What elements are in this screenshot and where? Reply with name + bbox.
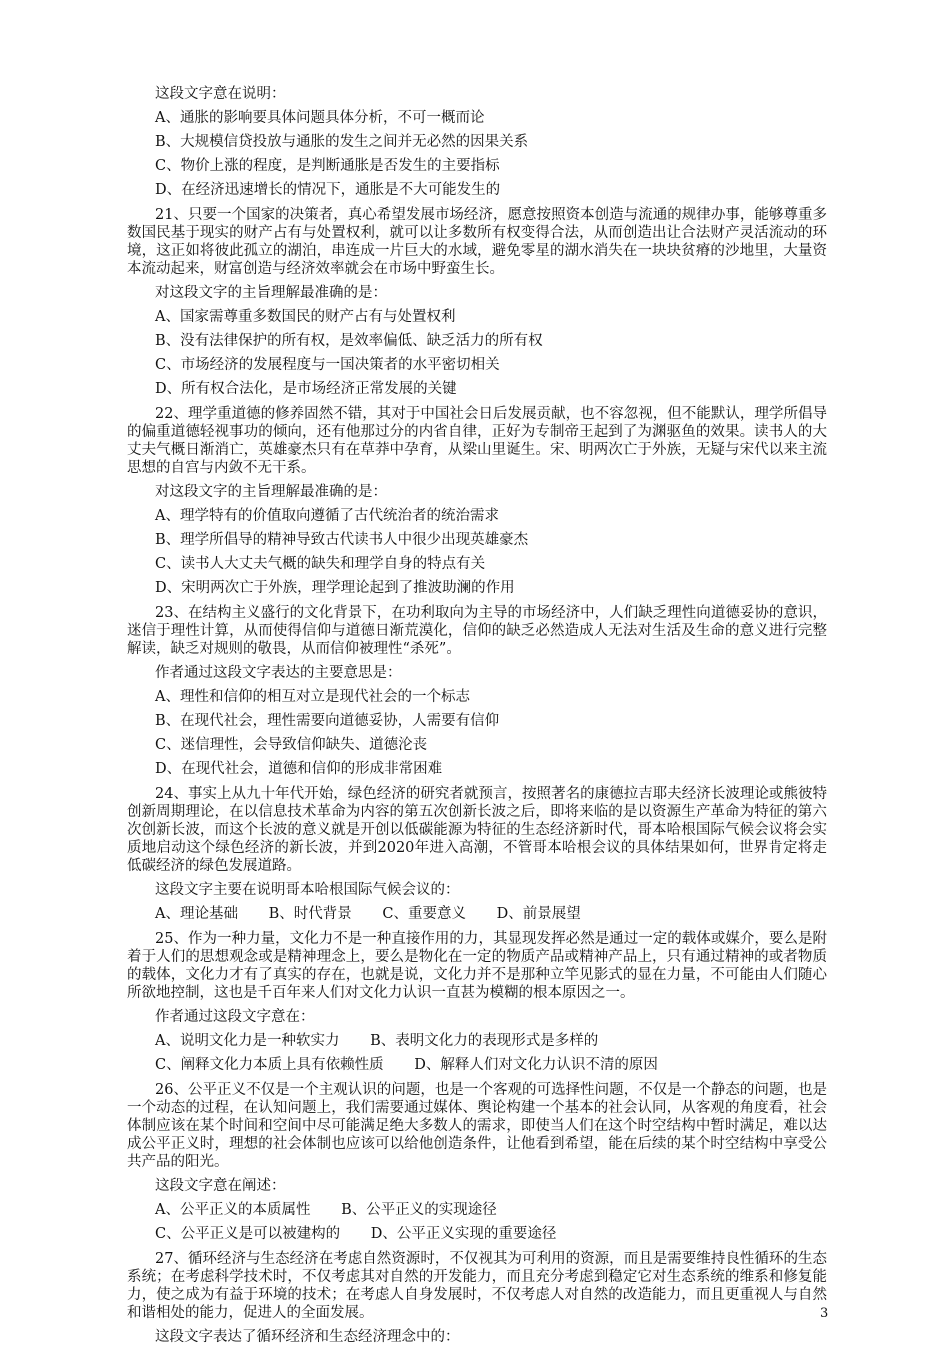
question-21-option-b: B、没有法律保护的所有权，是效率偏低、缺乏活力的所有权	[155, 333, 543, 349]
question-25-options-row-2	[127, 1053, 827, 1077]
question-stem: 这段文字意在说明：	[155, 86, 286, 102]
question-25-option-b: B、表明文化力的表现形式是多样的	[370, 1033, 599, 1049]
question-25-stem: 作者通过这段文字意在：	[155, 1009, 315, 1025]
option-a: A、通胀的影响要具体问题具体分析，不可一概而论	[155, 110, 485, 126]
question-27-passage: 27、循环经济与生态经济在考虑自然资源时，不仅视其为可利用的资源，而且是需要维持良性循环的生态系统；在考虑科学技术时，不仅考虑其对自然的开发能力，而且充分考虑到稳定它对生态系统的维系和修复能力，使之成为有益于环境的技术；在考虑人自身发展时，不仅考虑人对自然的改造能力，而且更重视人与自然和谐相处的能力，促进人的全面发展。	[127, 1251, 827, 1321]
question-21-option-a: A、国家需尊重多数国民的财产占有与处置权利	[155, 309, 456, 325]
question-26-option-d: D、公平正义实现的重要途径	[370, 1226, 557, 1242]
option-c: C、物价上涨的程度，是判断通胀是否发生的主要指标	[155, 158, 500, 174]
question-24-stem: 这段文字主要在说明哥本哈根国际气候会议的：	[155, 882, 460, 898]
question-22-passage: 22、理学重道德的修养固然不错，其对于中国社会日后发展贡献，也不容忽视，但不能默认，理学所倡导的偏重道德轻视事功的倾向，还有他那过分的内省自律，正好为专制帝王起到了为渊驱鱼的效果。读书人的大丈夫气概日渐消亡，英雄豪杰只有在草莽中孕育，从梁山里诞生。宋、明两次亡于外族，无疑与宋代以来主流思想的自宫与内敛不无干系。	[127, 406, 827, 476]
question-24-option-c: C、重要意义	[382, 906, 466, 922]
option-b: B、大规模信贷投放与通胀的发生之间并无必然的因果关系	[155, 134, 529, 150]
question-25-option-a: A、说明文化力是一种软实力	[155, 1033, 340, 1049]
document-page	[127, 82, 827, 1349]
question-22-option-b: B、理学所倡导的精神导致古代读书人中很少出现英雄豪杰	[155, 532, 529, 548]
question-23-option-b: B、在现代社会，理性需要向道德妥协，人需要有信仰	[155, 713, 500, 729]
question-21-stem: 对这段文字的主旨理解最准确的是：	[155, 285, 387, 301]
question-23-option-d: D、在现代社会，道德和信仰的形成非常困难	[155, 761, 443, 777]
question-26-option-a: A、公平正义的本质属性	[155, 1202, 311, 1218]
question-22-option-a: A、理学特有的价值取向遵循了古代统治者的统治需求	[155, 508, 499, 524]
question-23-option-a: A、理性和信仰的相互对立是现代社会的一个标志	[155, 689, 470, 705]
question-22-option-d: D、宋明两次亡于外族，理学理论起到了推波助澜的作用	[155, 580, 515, 596]
question-26-options-row-1	[127, 1198, 827, 1222]
question-26-stem: 这段文字意在阐述：	[155, 1178, 286, 1194]
question-25-option-c: C、阐释文化力本质上具有依赖性质	[155, 1057, 384, 1073]
page-number: 3	[820, 1306, 829, 1321]
question-24-passage: 24、事实上从九十年代开始，绿色经济的研究者就预言，按照著名的康德拉吉耶夫经济长波理论或熊彼特创新周期理论，在以信息技术革命为内容的第五次创新长波之后，即将来临的是以资源生产革命为特征的第六次创新长波，而这个长波的意义就是开创以低碳能源为特征的生态经济新时代，哥本哈根国际气候会议将会实质地启动这个绿色经济的新长波，并到2020年进入高潮，不管哥本哈根会议的具体结果如何，世界肯定将走低碳经济的绿色发展道路。	[127, 786, 827, 874]
question-21-passage: 21、只要一个国家的决策者，真心希望发展市场经济，愿意按照资本创造与流通的规律办事，能够尊重多数国民基于现实的财产占有与处置权利，就可以让多数所有权变得合法，从而创造出让合法财产灵活流动的环境，这正如将彼此孤立的湖泊，串连成一片巨大的水域，避免零星的湖水消失在一块块贫瘠的沙地里，大量资本流动起来，财富创造与经济效率就会在市场中野蛮生长。	[127, 207, 827, 277]
question-21-option-c: C、市场经济的发展程度与一国决策者的水平密切相关	[155, 357, 500, 373]
question-24-option-d: D、前景展望	[496, 906, 581, 922]
question-24-option-a: A、理论基础	[155, 906, 238, 922]
question-27-stem: 这段文字表达了循环经济和生态经济理念中的：	[155, 1329, 460, 1345]
question-22-stem: 对这段文字的主旨理解最准确的是：	[155, 484, 387, 500]
question-26-passage: 26、公平正义不仅是一个主观认识的问题，也是一个客观的可选择性问题，不仅是一个静态的问题，也是一个动态的过程，在认知问题上，我们需要通过媒体、舆论构建一个基本的社会认同，从客观的角度看，社会体制应该在某个时间和空间中尽可能满足绝大多数人的需求，即使当人们在这个时空结构中暂时满足，难以达成公平正义时，理想的社会体制也应该可以给他创造条件，让他看到希望，能在后续的某个时空结构中享受公共产品的阳光。	[127, 1082, 827, 1170]
option-d: D、在经济迅速增长的情况下，通胀是不大可能发生的	[155, 182, 501, 198]
question-23-option-c: C、迷信理性，会导致信仰缺失、道德沦丧	[155, 737, 428, 753]
question-24-options	[127, 902, 827, 926]
question-23-passage: 23、在结构主义盛行的文化背景下，在功利取向为主导的市场经济中，人们缺乏理性向道德妥协的意识，迷信于理性计算，从而使得信仰与道德日渐荒漠化，信仰的缺乏必然造成人无法对生活及生命的意义进行完整解读，缺乏对规则的敬畏，从而信仰被理性“杀死”。	[127, 605, 827, 657]
question-23-stem: 作者通过这段文字表达的主要意思是：	[155, 665, 402, 681]
question-26-options-row-2	[127, 1222, 827, 1246]
question-25-option-d: D、解释人们对文化力认识不清的原因	[414, 1057, 658, 1073]
question-26-option-b: B、公平正义的实现途径	[341, 1202, 497, 1218]
question-21-option-d: D、所有权合法化，是市场经济正常发展的关键	[155, 381, 457, 397]
question-22-option-c: C、读书人大丈夫气概的缺失和理学自身的特点有关	[155, 556, 486, 572]
question-24-option-b: B、时代背景	[268, 906, 352, 922]
question-26-option-c: C、公平正义是可以被建构的	[155, 1226, 341, 1242]
question-25-passage: 25、作为一种力量，文化力不是一种直接作用的力，其显现发挥必然是通过一定的载体或媒介，要么是附着于人们的思想观念或是精神理念上，要么是物化在一定的物质产品或精神产品上，只有通过精神的或者物质的载体，文化力才有了真实的存在，也就是说，文化力并不是那种立竿见影式的显在力量，不可能由人们随心所欲地控制，这也是千百年来人们对文化力认识一直甚为模糊的根本原因之一。	[127, 931, 827, 1001]
question-25-options-row-1	[127, 1029, 827, 1053]
